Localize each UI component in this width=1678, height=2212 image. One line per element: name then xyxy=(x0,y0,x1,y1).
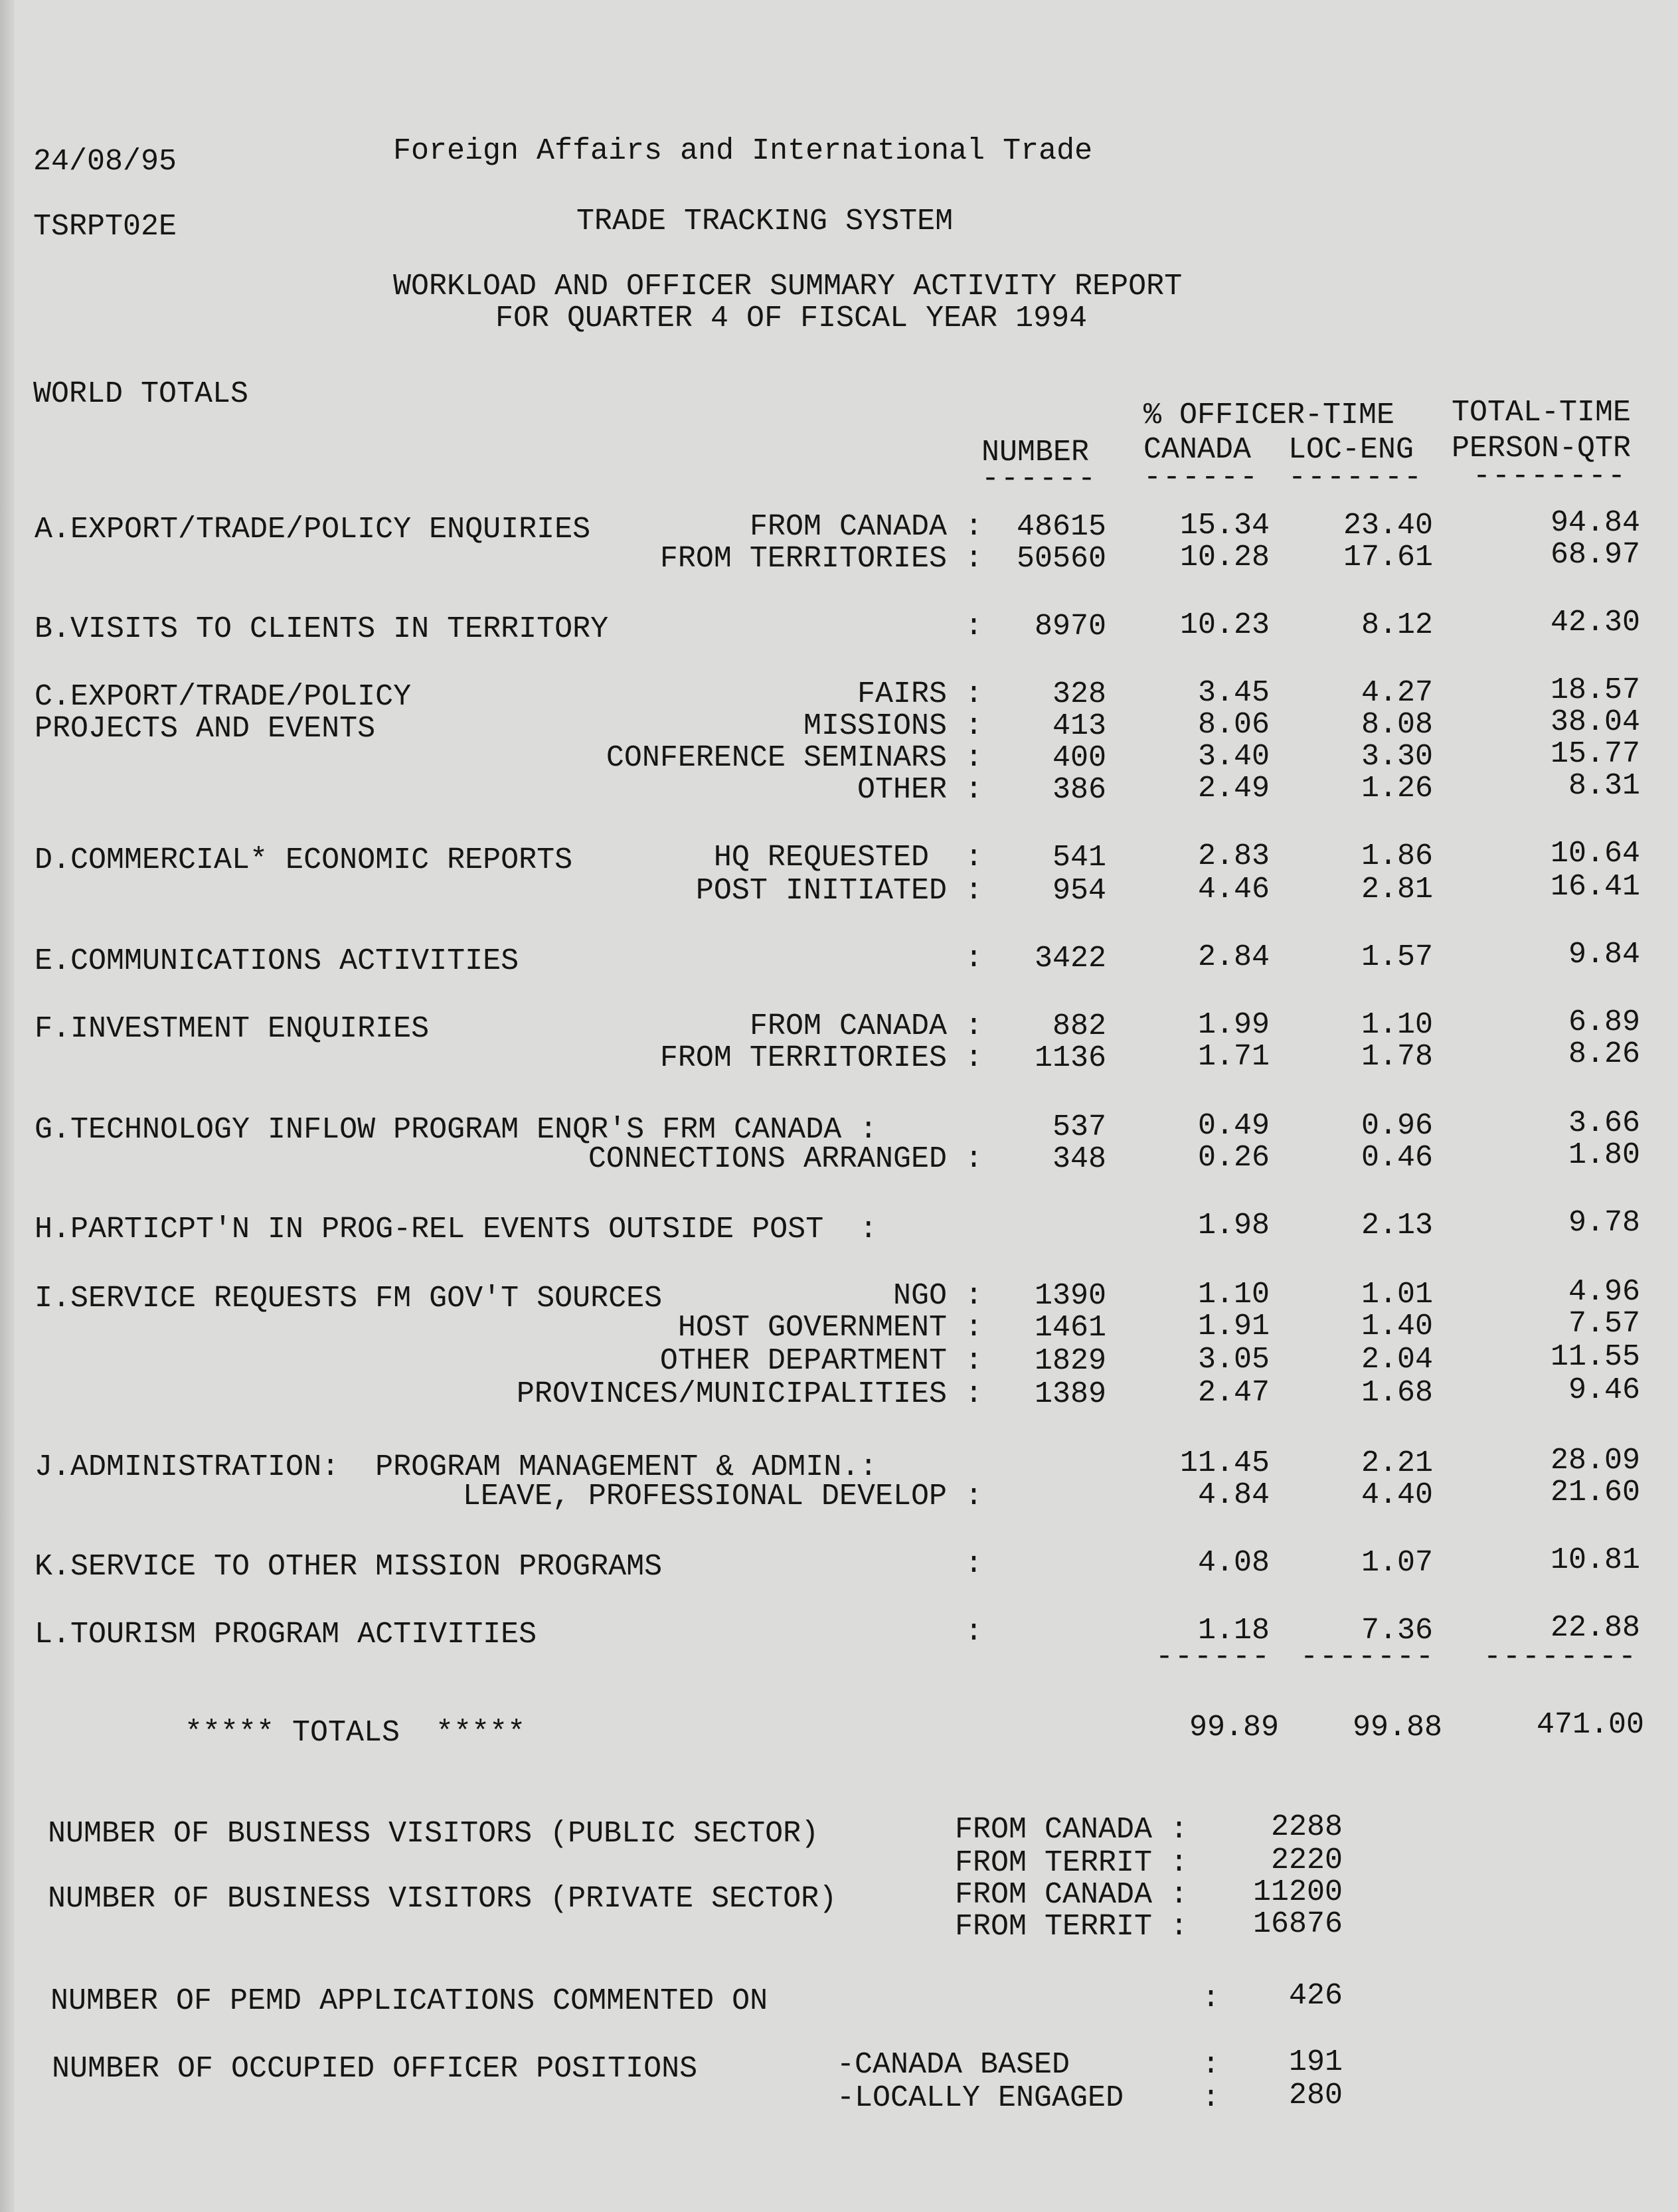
row-canada-pct: 10.23 xyxy=(1179,608,1270,642)
row-canada-pct: 3.05 xyxy=(1197,1343,1270,1377)
row-canada-pct: 2.84 xyxy=(1197,940,1270,974)
row-sub-label: POST INITIATED : xyxy=(695,874,983,908)
row-sub-label: PROVINCES/MUNICIPALITIES : xyxy=(516,1377,983,1411)
row-loceng-pct: 2.13 xyxy=(1361,1209,1433,1242)
number-col-header: NUMBER xyxy=(981,436,1090,469)
row-sub-label: FAIRS : xyxy=(857,677,983,711)
row-number: 1829 xyxy=(1034,1344,1106,1378)
row-number: 400 xyxy=(1052,741,1106,775)
row-section-label: J.ADMINISTRATION: PROGRAM MANAGEMENT & ADMIN.: xyxy=(35,1450,878,1484)
row-sub-label: MISSIONS : xyxy=(803,709,983,743)
row-section-label: F.INVESTMENT ENQUIRIES xyxy=(35,1012,430,1046)
row-section-label: K.SERVICE TO OTHER MISSION PROGRAMS xyxy=(35,1550,663,1584)
row-person-qtr: 21.60 xyxy=(1550,1476,1640,1509)
row-loceng-pct: 1.26 xyxy=(1361,772,1433,806)
world-totals-label: WORLD TOTALS xyxy=(33,377,249,411)
row-number: 386 xyxy=(1052,773,1106,807)
row-person-qtr: 7.57 xyxy=(1568,1307,1640,1341)
row-person-qtr: 8.26 xyxy=(1568,1037,1640,1071)
visitors-line-label: FROM CANADA : xyxy=(955,1878,1189,1912)
row-number: 8970 xyxy=(1034,610,1106,643)
totals-loceng: 99.88 xyxy=(1352,1711,1442,1744)
person-qtr-col-header: PERSON-QTR xyxy=(1452,432,1632,466)
canada-col-rule: ------ xyxy=(1143,461,1260,495)
row-sub-label: NGO : xyxy=(892,1279,983,1313)
number-col-rule: ------ xyxy=(981,462,1098,496)
totals-canada: 99.89 xyxy=(1189,1711,1279,1744)
visitors-private-label: NUMBER OF BUSINESS VISITORS (PRIVATE SECTOR) xyxy=(48,1882,837,1916)
row-canada-pct: 4.08 xyxy=(1197,1546,1270,1580)
row-number: 1461 xyxy=(1034,1311,1106,1345)
row-canada-pct: 4.46 xyxy=(1197,873,1270,906)
row-number: 1390 xyxy=(1034,1279,1106,1313)
row-person-qtr: 94.84 xyxy=(1550,506,1640,540)
report-date: 24/08/95 xyxy=(33,145,177,179)
visitors-public-label: NUMBER OF BUSINESS VISITORS (PUBLIC SECTOR) xyxy=(48,1817,819,1851)
canada-col-header: CANADA xyxy=(1143,433,1252,467)
row-sub-label: OTHER DEPARTMENT : xyxy=(659,1344,983,1378)
row-sub-label: CONFERENCE SEMINARS : xyxy=(606,741,983,775)
row-section-label: B.VISITS TO CLIENTS IN TERRITORY xyxy=(35,612,609,646)
row-person-qtr: 4.96 xyxy=(1568,1275,1640,1309)
loceng-col-rule: ------- xyxy=(1288,461,1424,495)
row-sub-label: HOST GOVERNMENT : xyxy=(677,1311,983,1345)
visitors-line-value: 16876 xyxy=(1252,1907,1343,1941)
row-person-qtr: 16.41 xyxy=(1550,870,1640,904)
row-canada-pct: 1.99 xyxy=(1197,1008,1270,1042)
row-canada-pct: 3.45 xyxy=(1197,676,1270,710)
row-canada-pct: 0.26 xyxy=(1197,1141,1270,1175)
row-person-qtr: 68.97 xyxy=(1550,538,1640,572)
row-section-label: C.EXPORT/TRADE/POLICY xyxy=(35,680,412,714)
row-loceng-pct: 0.46 xyxy=(1361,1141,1433,1175)
row-number: 328 xyxy=(1052,677,1106,711)
row-canada-pct: 10.28 xyxy=(1179,541,1270,574)
row-number: 1136 xyxy=(1034,1041,1106,1075)
row-person-qtr: 8.31 xyxy=(1568,769,1640,803)
row-person-qtr: 1.80 xyxy=(1568,1138,1640,1172)
row-section-label: I.SERVICE REQUESTS FM GOV'T SOURCES xyxy=(35,1282,663,1316)
row-loceng-pct: 1.57 xyxy=(1361,940,1433,974)
row-person-qtr: 28.09 xyxy=(1550,1444,1640,1478)
row-person-qtr: 9.84 xyxy=(1568,938,1640,972)
pemd-value: 426 xyxy=(1288,1979,1343,2013)
row-sub-label: FROM CANADA : xyxy=(749,1009,983,1043)
row-sub-label: : xyxy=(964,1615,983,1649)
row-loceng-pct: 7.36 xyxy=(1361,1614,1433,1648)
row-canada-pct: 1.71 xyxy=(1197,1040,1270,1074)
row-canada-pct: 4.84 xyxy=(1197,1478,1270,1512)
row-number: 954 xyxy=(1052,874,1106,908)
row-canada-pct: 15.34 xyxy=(1179,509,1270,543)
person-col-rule: -------- xyxy=(1473,460,1628,493)
row-canada-pct: 1.18 xyxy=(1197,1614,1270,1648)
system-name: TRADE TRACKING SYSTEM xyxy=(576,205,954,238)
report-title-line2: FOR QUARTER 4 OF FISCAL YEAR 1994 xyxy=(495,301,1088,335)
row-number: 413 xyxy=(1052,709,1106,743)
row-number: 48615 xyxy=(1016,510,1106,544)
row-person-qtr: 9.46 xyxy=(1568,1373,1640,1407)
row-loceng-pct: 23.40 xyxy=(1343,509,1433,543)
row-number: 3422 xyxy=(1034,942,1106,976)
row-loceng-pct: 17.61 xyxy=(1343,541,1433,574)
row-canada-pct: 2.49 xyxy=(1197,772,1270,806)
row-canada-pct: 8.06 xyxy=(1197,708,1270,742)
visitors-line-label: FROM TERRIT : xyxy=(955,1910,1189,1944)
row-section-label: D.COMMERCIAL* ECONOMIC REPORTS xyxy=(35,843,573,877)
positions-canada-label: -CANADA BASED xyxy=(837,2048,1070,2082)
row-loceng-pct: 1.78 xyxy=(1361,1040,1433,1074)
row-number: 537 xyxy=(1052,1110,1106,1144)
positions-label: NUMBER OF OCCUPIED OFFICER POSITIONS xyxy=(52,2052,698,2086)
organization-name: Foreign Affairs and International Trade xyxy=(393,134,1093,168)
positions-local-label: -LOCALLY ENGAGED xyxy=(837,2081,1124,2115)
row-loceng-pct: 1.40 xyxy=(1361,1310,1433,1343)
row-sub-label: : xyxy=(964,1547,983,1581)
row-person-qtr: 15.77 xyxy=(1550,737,1640,771)
row-sub-label: HQ REQUESTED : xyxy=(713,841,983,875)
row-person-qtr: 10.64 xyxy=(1550,837,1640,871)
pemd-label: NUMBER OF PEMD APPLICATIONS COMMENTED ON xyxy=(50,1984,768,2018)
row-sub-label: FROM TERRITORIES : xyxy=(659,1041,983,1075)
row-canada-pct: 1.91 xyxy=(1197,1310,1270,1343)
row-sub-label: OTHER : xyxy=(857,773,983,807)
row-number: 882 xyxy=(1052,1009,1106,1043)
report-title-line1: WORKLOAD AND OFFICER SUMMARY ACTIVITY REPORT xyxy=(393,270,1183,303)
row-canada-pct: 0.49 xyxy=(1197,1109,1270,1143)
row-canada-pct: 1.10 xyxy=(1197,1278,1270,1312)
row-number: 541 xyxy=(1052,841,1106,875)
row-person-qtr: 18.57 xyxy=(1550,673,1640,707)
totals-label: ***** TOTALS ***** xyxy=(185,1716,526,1750)
row-loceng-pct: 4.27 xyxy=(1361,676,1433,710)
row-person-qtr: 6.89 xyxy=(1568,1005,1640,1039)
row-section-label: L.TOURISM PROGRAM ACTIVITIES xyxy=(35,1618,537,1652)
positions-local-colon: : xyxy=(1202,2081,1220,2115)
row-loceng-pct: 1.07 xyxy=(1361,1546,1433,1580)
row-person-qtr: 22.88 xyxy=(1550,1611,1640,1645)
row-canada-pct: 2.83 xyxy=(1197,839,1270,873)
pemd-colon: : xyxy=(1202,1982,1220,2015)
row-loceng-pct: 1.01 xyxy=(1361,1278,1433,1312)
loceng-col-header: LOC-ENG xyxy=(1288,433,1414,467)
row-section-label: E.COMMUNICATIONS ACTIVITIES xyxy=(35,944,519,978)
row-sub-label: : xyxy=(964,610,983,643)
row-section-label: A.EXPORT/TRADE/POLICY ENQUIRIES xyxy=(35,513,591,547)
row-person-qtr: 9.78 xyxy=(1568,1206,1640,1240)
visitors-line-label: FROM CANADA : xyxy=(955,1813,1189,1847)
row-loceng-pct: 0.96 xyxy=(1361,1109,1433,1143)
row-loceng-pct: 8.12 xyxy=(1361,608,1433,642)
positions-canada-colon: : xyxy=(1202,2048,1220,2082)
row-sub-label: LEAVE, PROFESSIONAL DEVELOP : xyxy=(462,1480,983,1513)
row-person-qtr: 38.04 xyxy=(1550,705,1640,739)
row-canada-pct: 11.45 xyxy=(1179,1446,1270,1480)
positions-local-value: 280 xyxy=(1288,2079,1343,2112)
scan-page-edge xyxy=(0,0,15,2212)
report-id: TSRPT02E xyxy=(33,210,177,244)
row-loceng-pct: 2.21 xyxy=(1361,1446,1433,1480)
row-number: 1389 xyxy=(1034,1377,1106,1411)
row-canada-pct: 3.40 xyxy=(1197,740,1270,774)
visitors-line-value: 2220 xyxy=(1270,1843,1343,1877)
row-loceng-pct: 2.04 xyxy=(1361,1343,1433,1377)
row-person-qtr: 11.55 xyxy=(1550,1340,1640,1374)
row-loceng-pct: 1.86 xyxy=(1361,839,1433,873)
total-time-header: TOTAL-TIME xyxy=(1452,396,1632,430)
row-sub-label: FROM TERRITORIES : xyxy=(659,542,983,576)
row-loceng-pct: 2.81 xyxy=(1361,873,1433,906)
visitors-line-value: 11200 xyxy=(1252,1875,1343,1909)
totals-rule-loceng: ------- xyxy=(1300,1640,1436,1674)
row-sub-label: : xyxy=(964,942,983,976)
row-person-qtr: 42.30 xyxy=(1550,606,1640,639)
row-section-label: PROJECTS AND EVENTS xyxy=(35,712,376,746)
totals-rule-person: -------- xyxy=(1483,1640,1638,1674)
row-section-label: H.PARTICPT'N IN PROG-REL EVENTS OUTSIDE POST : xyxy=(35,1213,878,1246)
visitors-line-value: 2288 xyxy=(1270,1810,1343,1844)
row-number: 348 xyxy=(1052,1142,1106,1176)
row-canada-pct: 2.47 xyxy=(1197,1376,1270,1410)
row-canada-pct: 1.98 xyxy=(1197,1209,1270,1242)
row-person-qtr: 3.66 xyxy=(1568,1106,1640,1140)
pct-officer-time-header: % OFFICER-TIME xyxy=(1143,398,1395,432)
row-section-label: G.TECHNOLOGY INFLOW PROGRAM ENQR'S FRM CANADA : xyxy=(35,1113,878,1147)
visitors-line-label: FROM TERRIT : xyxy=(955,1846,1189,1880)
row-loceng-pct: 8.08 xyxy=(1361,708,1433,742)
row-number: 50560 xyxy=(1016,542,1106,576)
row-loceng-pct: 4.40 xyxy=(1361,1478,1433,1512)
row-sub-label: FROM CANADA : xyxy=(749,510,983,544)
row-sub-label: CONNECTIONS ARRANGED : xyxy=(588,1142,983,1176)
row-loceng-pct: 1.68 xyxy=(1361,1376,1433,1410)
positions-canada-value: 191 xyxy=(1288,2045,1343,2079)
totals-person: 471.00 xyxy=(1536,1708,1644,1742)
row-loceng-pct: 3.30 xyxy=(1361,740,1433,774)
row-person-qtr: 10.81 xyxy=(1550,1543,1640,1577)
totals-rule-canada: ------ xyxy=(1155,1640,1272,1674)
row-loceng-pct: 1.10 xyxy=(1361,1008,1433,1042)
